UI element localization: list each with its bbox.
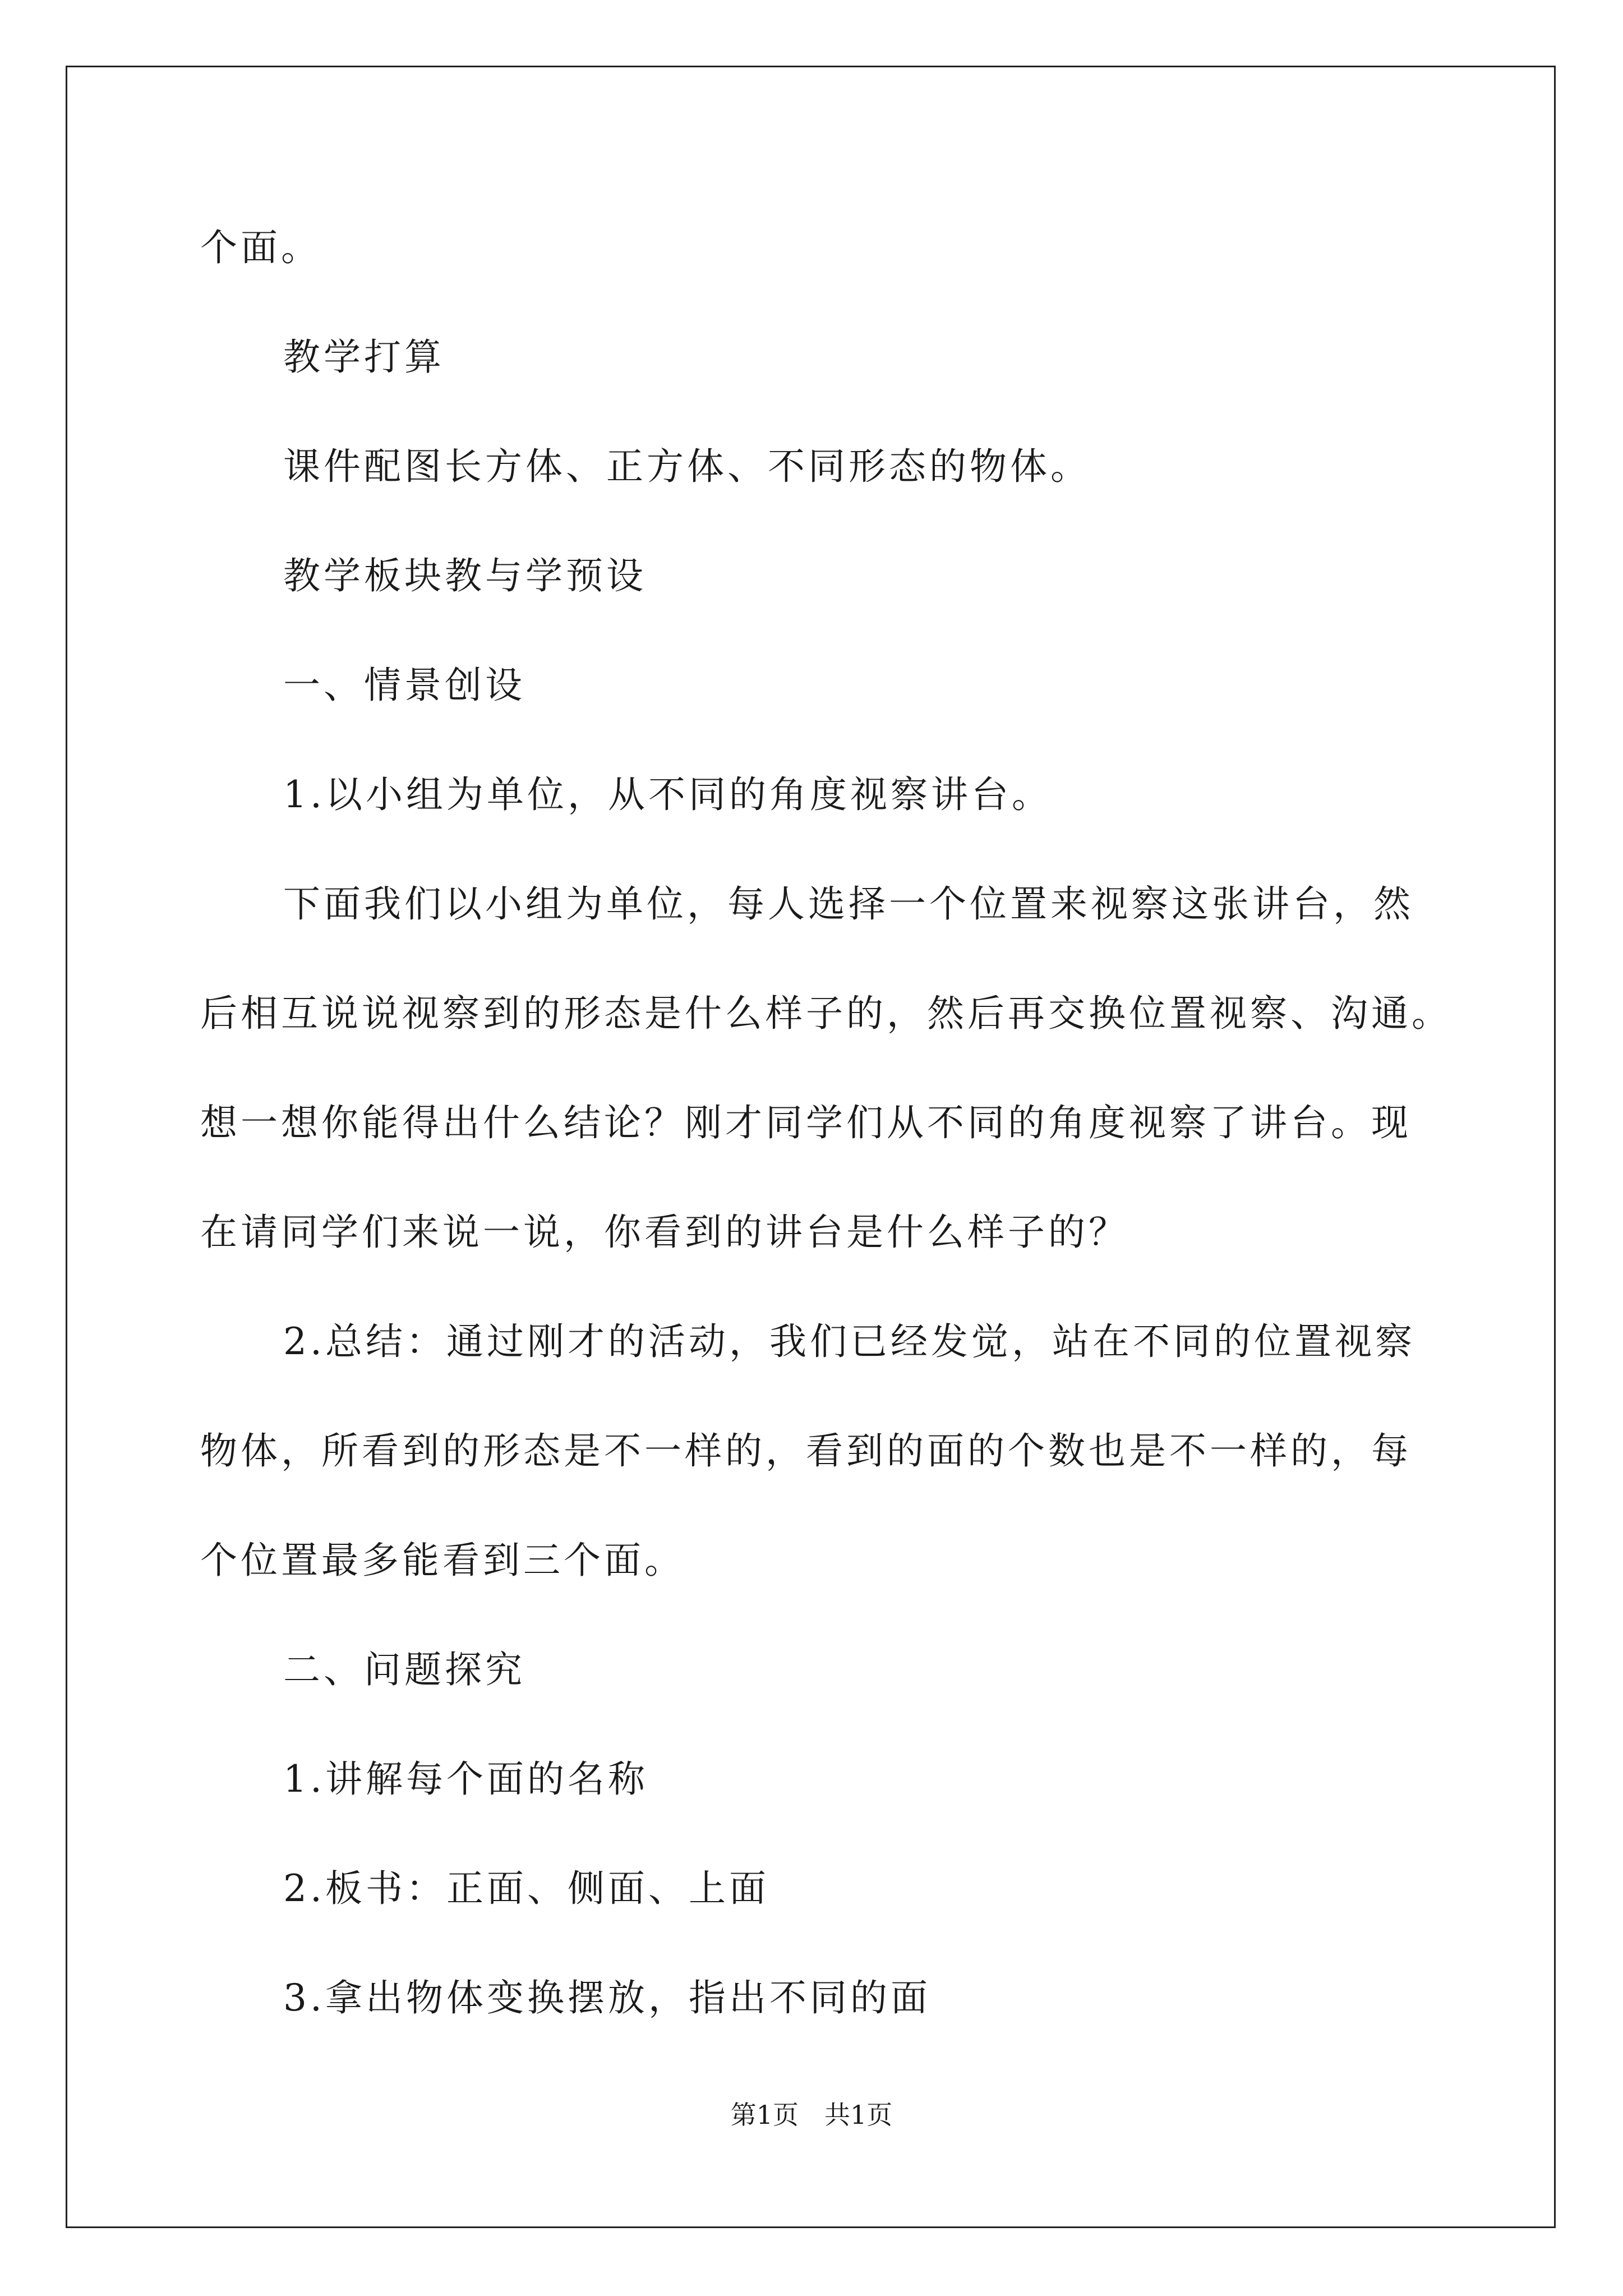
paragraph-line-12: 物体，所看到的形态是不一样的，看到的面的个数也是不一样的，每 bbox=[200, 1429, 1412, 1473]
paragraph-line-8: 后相互说说视察到的形态是什么样子的，然后再交换位置视察、沟通。 bbox=[200, 992, 1452, 1035]
paragraph-line-10: 在请同学们来说一说，你看到的讲台是什么样子的？ bbox=[200, 1211, 1129, 1254]
paragraph-line-7: 下面我们以小组为单位，每人选择一个位置来视察这张讲台，然 bbox=[283, 882, 1414, 926]
paragraph-courseware: 课件配图长方体、正方体、不同形态的物体。 bbox=[283, 445, 1091, 488]
heading-section-two: 二、问题探究 bbox=[283, 1648, 525, 1691]
list-item-2-3: 3.拿出物体变换摆放，指出不同的面 bbox=[283, 1976, 931, 2019]
paragraph-line-1: 个面。 bbox=[200, 226, 321, 269]
heading-teaching-blocks: 教学板块教与学预设 bbox=[283, 554, 647, 597]
paragraph-line-13: 个位置最多能看到三个面。 bbox=[200, 1539, 685, 1582]
paragraph-line-9: 想一想你能得出什么结论？刚才同学们从不同的角度视察了讲台。现 bbox=[200, 1101, 1412, 1144]
list-item-1-2: 2.总结：通过刚才的活动，我们已经发觉，站在不同的位置视察 bbox=[283, 1320, 1415, 1363]
page-number-footer: 第1页 共1页 bbox=[730, 2100, 893, 2130]
list-item-2-2: 2.板书：正面、侧面、上面 bbox=[283, 1867, 769, 1910]
heading-teaching-preparation: 教学打算 bbox=[283, 335, 445, 379]
heading-section-one: 一、情景创设 bbox=[283, 664, 525, 707]
list-item-2-1: 1.讲解每个面的名称 bbox=[283, 1757, 648, 1801]
list-item-1-1: 1.以小组为单位，从不同的角度视察讲台。 bbox=[283, 773, 1052, 816]
